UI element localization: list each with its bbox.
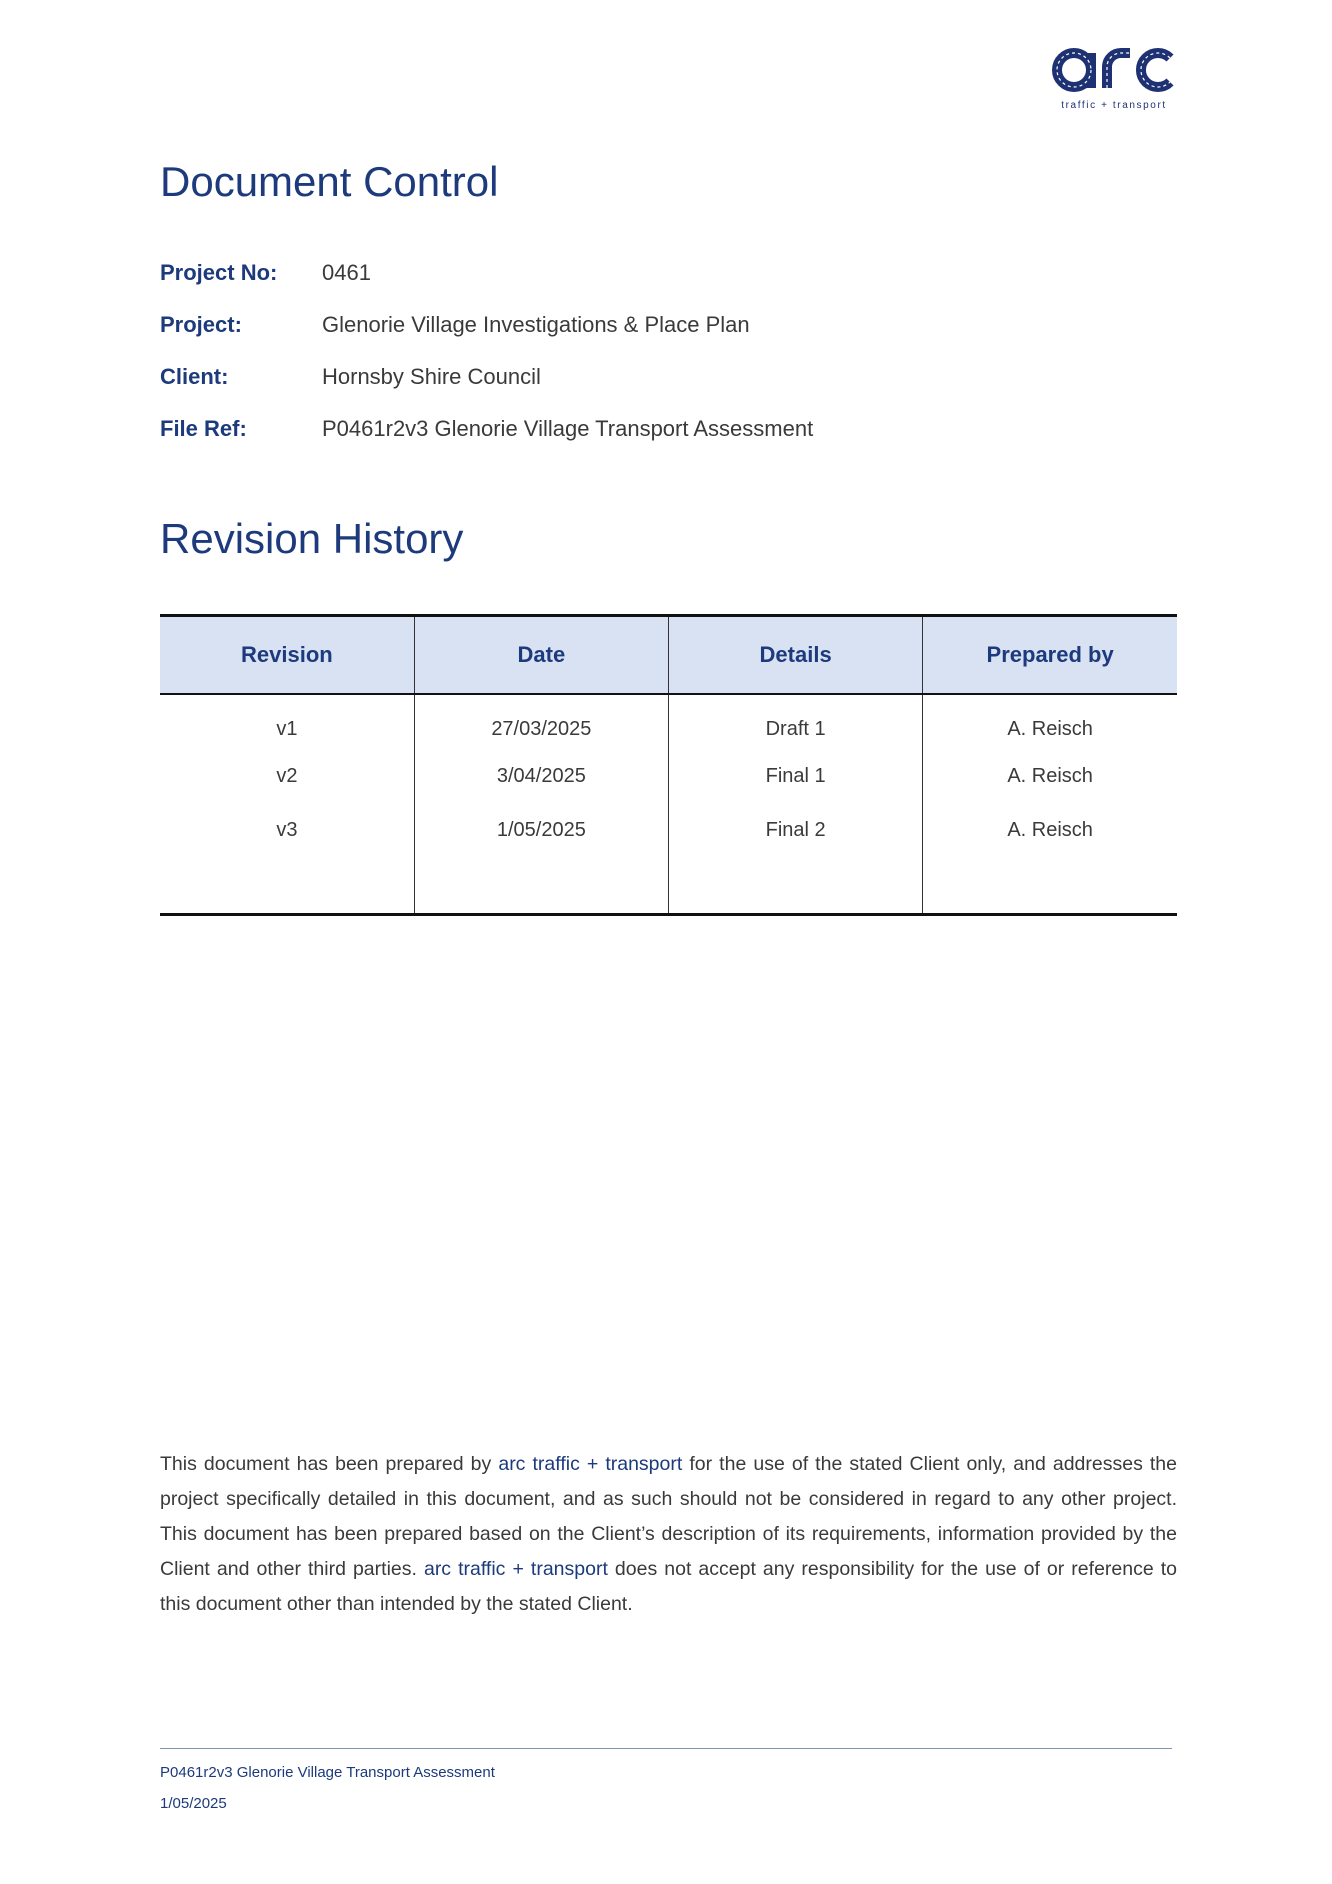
column-header-details: Details (669, 616, 923, 695)
cell-date: 1/05/2025 (414, 803, 668, 857)
brand-name: arc traffic + transport (498, 1453, 683, 1475)
meta-label: File Ref: (160, 416, 247, 441)
cell-date: 3/04/2025 (414, 749, 668, 803)
footer-date: 1/05/2025 (160, 1795, 227, 1812)
cell-details: Final 2 (669, 803, 923, 857)
cell-prepared-by: A. Reisch (923, 694, 1177, 749)
cell-revision: v1 (276, 717, 298, 740)
meta-value: 0461 (322, 260, 371, 285)
column-header-prepared-by: Prepared by (923, 616, 1177, 695)
document-control-title: Document Control (160, 158, 499, 205)
meta-value: Hornsby Shire Council (322, 364, 541, 389)
footer-file-ref: P0461r2v3 Glenorie Village Transport Assessment (160, 1764, 495, 1781)
cell-details: Final 1 (669, 749, 923, 803)
meta-label: Project: (160, 312, 242, 337)
disclaimer-text: for the use of the stated Client only, and addresses the project specifically detailed in this document, and as such should not be considered in regard to any other project. This document has been prepared based on the Client’s description of its requirements, information provided by the Client and other third parties. (160, 1453, 1178, 1580)
column-header-date: Date (414, 616, 668, 695)
disclaimer-paragraph (160, 1447, 1177, 1622)
revision-history-table (160, 614, 1177, 916)
arc-logo (1052, 44, 1176, 116)
table-row (160, 803, 1177, 857)
disclaimer-text: This document has been prepared by (160, 1453, 499, 1475)
cell-date: 27/03/2025 (414, 694, 668, 749)
footer-divider (160, 1748, 1172, 1749)
cell-prepared-by: A. Reisch (923, 803, 1177, 857)
table-header-row (160, 616, 1177, 695)
cell-details: Draft 1 (669, 694, 923, 749)
revision-history-title: Revision History (160, 515, 464, 562)
arc-logo-icon (1052, 44, 1176, 100)
meta-label: Client: (160, 364, 229, 389)
table-empty-row (160, 857, 1177, 915)
disclaimer-text: does not accept any responsibility for the use of or reference to this document other than intended by the stated Client. (160, 1558, 1178, 1615)
logo-tagline: traffic + transport (1061, 100, 1167, 111)
brand-name: arc traffic + transport (423, 1558, 608, 1580)
meta-value: P0461r2v3 Glenorie Village Transport Assessment (322, 416, 814, 441)
cell-revision: v3 (276, 818, 298, 841)
cell-revision: v2 (276, 764, 298, 787)
meta-value: Glenorie Village Investigations & Place Plan (322, 312, 750, 337)
meta-label: Project No: (160, 260, 278, 285)
cell-prepared-by: A. Reisch (923, 749, 1177, 803)
table-row (160, 749, 1177, 803)
table-row (160, 694, 1177, 749)
column-header-revision: Revision (160, 616, 414, 695)
